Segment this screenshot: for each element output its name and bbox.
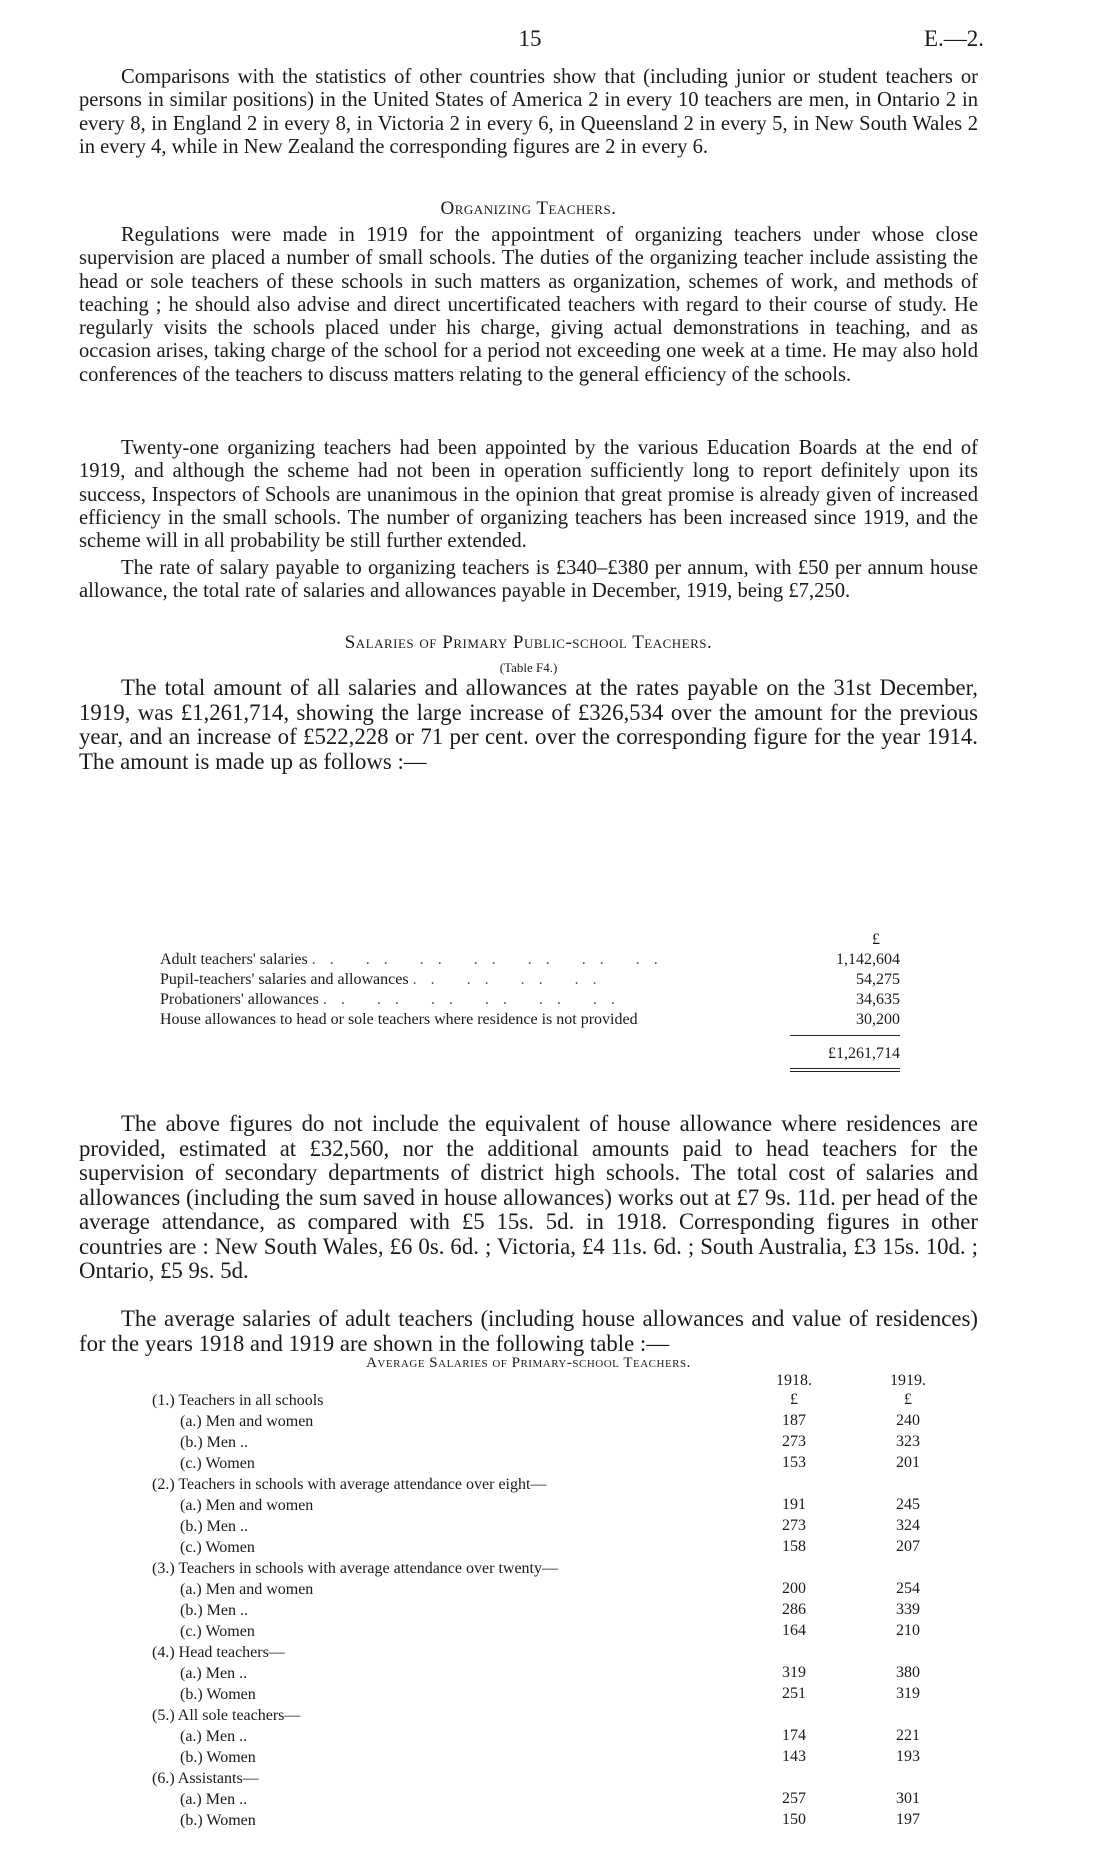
document-reference: E.—2. [923, 26, 984, 51]
value-1919: 254 [896, 1580, 920, 1597]
value-1918: 143 [782, 1748, 806, 1765]
value-1918: 164 [782, 1622, 806, 1639]
amount-row [160, 1010, 900, 1030]
value-1918: 257 [782, 1790, 806, 1807]
group-label: (5.) All sole teachers— [152, 1707, 301, 1724]
table-title: Average Salaries of Primary-school Teachers. [366, 1355, 691, 1371]
value-1918: 200 [782, 1580, 806, 1597]
paragraph-average-salaries: The average salaries of adult teachers (including house allowances and value of residences) for the years 1918 and 1919 are shown in the following table :— [79, 1306, 978, 1356]
amount-label: Adult teachers' salaries .. .. .. .. .. .. .. [160, 951, 672, 968]
value-1919: 207 [896, 1538, 920, 1555]
group-label: (4.) Head teachers— [152, 1644, 285, 1661]
row-label: (a.) Men and women [180, 1581, 314, 1598]
amount-value: 1,142,604 [836, 951, 900, 968]
value-1918: 158 [782, 1538, 806, 1555]
amount-value: 54,275 [856, 971, 900, 988]
amount-label: House allowances to head or sole teachers where residence is not provided [160, 1011, 638, 1028]
value-1919: 324 [896, 1517, 920, 1534]
row-label: (c.) Women [180, 1455, 255, 1472]
value-1919: 201 [896, 1454, 920, 1471]
row-label: (a.) Men and women [180, 1497, 314, 1514]
heading-organizing-teachers: Organizing Teachers. [440, 198, 617, 219]
group-label: (6.) Assistants— [152, 1770, 259, 1787]
paragraph-regulations: Regulations were made in 1919 for the appointment of organizing teachers under whose close supervision are placed a number of small schools. The duties of the organizing teacher include assisting the head or sole teachers of these schools in such matters as organization, schemes of work, and methods of teaching ; he should also advise and direct uncertificated teachers with regard to their course of study. He regularly visits the schools placed under his charge, giving actual demonstrations in teaching, and as occasion arises, taking charge of the school for a period not exceeding one week at a time. He may also hold conferences of the teachers to discuss matters relating to the general efficiency of the schools. [79, 224, 978, 386]
heading-salaries: Salaries of Primary Public-school Teachers. [344, 632, 713, 653]
unit-1919: £ [904, 1391, 912, 1408]
value-1918: 153 [782, 1454, 806, 1471]
paragraph-comparisons: Comparisons with the statistics of other countries show that (including junior or student teachers or persons in similar positions) in the United States of America 2 in every 10 teachers are men, in Ontario 2 in every 8, in England 2 in every 8, in Victoria 2 in every 6, in Queensland 2 in every 5, in New South Wales 2 in every 4, while in New Zealand the corresponding figures are 2 in every 6. [79, 66, 978, 158]
row-label: (a.) Men .. [180, 1665, 248, 1682]
value-1918: 150 [782, 1811, 806, 1828]
value-1919: 197 [896, 1811, 920, 1828]
col-header-1918: 1918. [776, 1372, 812, 1389]
row-label: (c.) Women [180, 1539, 255, 1556]
value-1919: 245 [896, 1496, 920, 1513]
amount-row [160, 950, 900, 970]
paragraph-above-figures: The above figures do not include the equivalent of house allowance where residences are provided, estimated at £32,560, nor the additional amounts paid to head teachers for the supervision of secondary departments of district high schools. The total cost of salaries and allowances (including the sum saved in house allowances) works out at £7 9s. 11d. per head of the average attendance, as compared with £5 15s. 5d. in 1918. Corresponding figures in other countries are : New South Wales, £6 0s. 6d. ; Victoria, £4 11s. 6d. ; South Australia, £3 15s. 10d. ; Ontario, £5 9s. 5d. [79, 1111, 978, 1283]
value-1919: 339 [896, 1601, 920, 1618]
amount-value: 34,635 [856, 991, 900, 1008]
value-1918: 174 [782, 1727, 806, 1744]
value-1919: 323 [896, 1433, 920, 1450]
sum-rule [790, 1035, 900, 1036]
value-1919: 301 [896, 1790, 920, 1807]
value-1918: 319 [782, 1664, 806, 1681]
row-label: (b.) Women [180, 1686, 256, 1703]
row-label: (b.) Men .. [180, 1434, 248, 1451]
amount-label: Probationers' allowances .. .. .. .. .. .. [160, 991, 629, 1008]
row-label: (a.) Men .. [180, 1728, 248, 1745]
value-1919: 380 [896, 1664, 920, 1681]
paragraph-total-amount: The total amount of all salaries and allowances at the rates payable on the 31st December, 1919, was £1,261,714, showing the large increase of £326,534 over the amount for the previous year, and an increase of £522,228 or 71 per cent. over the corresponding figure for the year 1914. The amount is made up as follows :— [79, 675, 978, 774]
amounts-currency: £ [872, 931, 880, 948]
value-1919: 240 [896, 1412, 920, 1429]
value-1919: 210 [896, 1622, 920, 1639]
group-label: (3.) Teachers in schools with average attendance over twenty— [152, 1560, 558, 1577]
paragraph-rate-of-salary: The rate of salary payable to organizing teachers is £340–£380 per annum, with £50 per annum house allowance, the total rate of salaries and allowances payable in December, 1919, being £7,250. [79, 557, 978, 603]
amount-total-row [160, 1044, 900, 1064]
group-label: (2.) Teachers in schools with average attendance over eight— [152, 1476, 547, 1493]
amounts-currency-row [160, 930, 900, 950]
col-header-1919: 1919. [890, 1372, 926, 1389]
value-1918: 273 [782, 1517, 806, 1534]
value-1918: 251 [782, 1685, 806, 1702]
paragraph-twenty-one: Twenty-one organizing teachers had been appointed by the various Education Boards at the end of 1919, and although the scheme had not been in operation sufficiently long to report definitely upon its success, Inspectors of Schools are unanimous in the opinion that great promise is already given of increased efficiency in the small schools. The number of organizing teachers has been increased since 1919, and the scheme will in all probability be still further extended. [79, 437, 978, 553]
amount-value: 30,200 [856, 1011, 900, 1028]
row-label: (b.) Men .. [180, 1518, 248, 1535]
row-label: (b.) Women [180, 1749, 256, 1766]
value-1919: 193 [896, 1748, 920, 1765]
row-label: (c.) Women [180, 1623, 255, 1640]
value-1918: 191 [782, 1496, 806, 1513]
amount-label: Pupil-teachers' salaries and allowances .. .. .. .. [160, 971, 611, 988]
total-rule-top [790, 1068, 900, 1069]
row-label: (a.) Men and women [180, 1413, 314, 1430]
row-label: (b.) Women [180, 1812, 256, 1829]
amount-total: £1,261,714 [828, 1045, 900, 1062]
amount-row [160, 990, 900, 1010]
unit-1918: £ [790, 1391, 798, 1408]
value-1919: 319 [896, 1685, 920, 1702]
row-label: (b.) Men .. [180, 1602, 248, 1619]
value-1918: 187 [782, 1412, 806, 1429]
amount-row [160, 970, 900, 990]
value-1918: 286 [782, 1601, 806, 1618]
heading-table-ref: (Table F4.) [499, 660, 558, 675]
group-label: (1.) Teachers in all schools [152, 1392, 324, 1409]
value-1918: 273 [782, 1433, 806, 1450]
page-number: 15 [518, 26, 542, 51]
total-rule-bottom [790, 1071, 900, 1072]
row-label: (a.) Men .. [180, 1791, 248, 1808]
value-1919: 221 [896, 1727, 920, 1744]
